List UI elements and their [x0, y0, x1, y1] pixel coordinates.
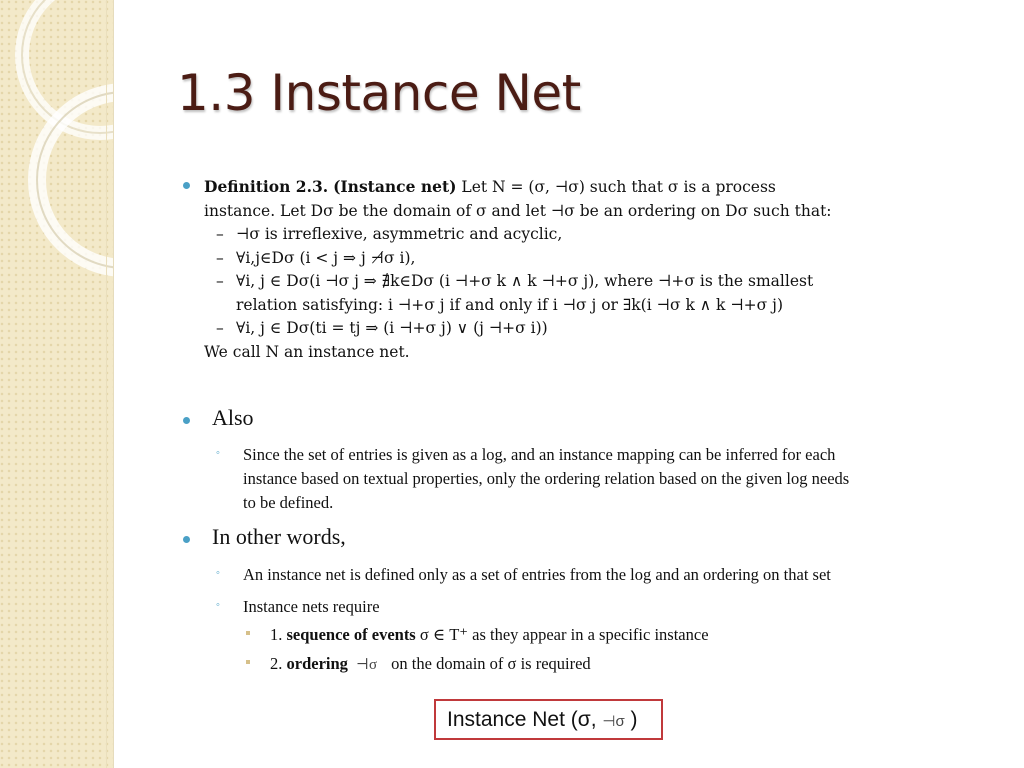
bullet-also: Also: [212, 405, 254, 430]
definition-condition-4: – ∀i, j ∈ Dσ(ti = tj ⇒ (i ⊣+σ j) ∨ (j ⊣+σ i)): [216, 319, 548, 337]
ordering-symbol: ⊣σ: [602, 713, 625, 730]
bullet-other-words: In other words,: [212, 524, 346, 549]
also-sub-line-3: to be defined.: [243, 493, 334, 512]
requirement-2: 2. ordering ⊣σ on the domain of σ is required: [270, 654, 591, 673]
strip-divider: [113, 0, 114, 768]
definition-condition-3: – ∀i, j ∈ Dσ(i ⊣σ j ⇒ ∄k∈Dσ (i ⊣+σ k ∧ k ⊣+σ j), where ⊣+σ is the smallest: [216, 272, 814, 290]
sub-bullet-marker: ◦: [216, 447, 220, 459]
sub-bullet-marker: ◦: [216, 567, 220, 579]
other-words-sub-1: An instance net is defined only as a set of entries from the log and an ordering on that set: [243, 565, 831, 584]
definition-condition-1: – ⊣σ is irreflexive, asymmetric and acyclic,: [216, 225, 563, 243]
definition-intro: Let N = (σ, ⊣σ) such that σ is a process: [461, 178, 776, 196]
definition-condition-3-cont: relation satisfying: i ⊣+σ j if and only if i ⊣σ j or ∃k(i ⊣σ k ∧ k ⊣+σ j): [236, 295, 784, 314]
slide-title: 1.3 Instance Net: [177, 64, 581, 122]
third-level-marker: [246, 660, 250, 664]
definition-line-2: instance. Let Dσ be the domain of σ and let ⊣σ be an ordering on Dσ such that:: [204, 201, 832, 220]
instance-net-label: Instance Net (σ,: [447, 708, 597, 731]
definition-heading: Definition 2.3.: [204, 177, 329, 196]
definition-line-1: [204, 175, 868, 200]
third-level-marker: [246, 631, 250, 635]
bullet-dot: [183, 417, 190, 424]
definition-block: [204, 175, 868, 364]
requirement-1: 1. sequence of events σ ∈ T⁺ as they appear in a specific instance: [270, 625, 709, 644]
sub-bullet-marker: ◦: [216, 599, 220, 611]
decorative-rings: [0, 0, 113, 300]
also-sub-line-1: Since the set of entries is given as a log, and an instance mapping can be inferred for each: [243, 445, 836, 464]
instance-net-box: Instance Net (σ, ⊣σ ): [434, 699, 663, 740]
bullet-dot: [183, 182, 190, 189]
also-sub-bullet: [243, 443, 849, 515]
definition-name: (Instance net): [333, 177, 457, 196]
definition-closing: We call N an instance net.: [204, 342, 410, 361]
also-sub-line-2: instance based on textual properties, only the ordering relation based on the given log needs: [243, 469, 850, 488]
strip-divider-inner: [106, 0, 107, 768]
decorative-side-strip: [0, 0, 113, 768]
bullet-dot: [183, 536, 190, 543]
definition-condition-2: – ∀i,j∈Dσ (i < j ⇒ j ⊣̸σ i),: [216, 248, 416, 267]
other-words-sub-2: Instance nets require: [243, 597, 380, 616]
